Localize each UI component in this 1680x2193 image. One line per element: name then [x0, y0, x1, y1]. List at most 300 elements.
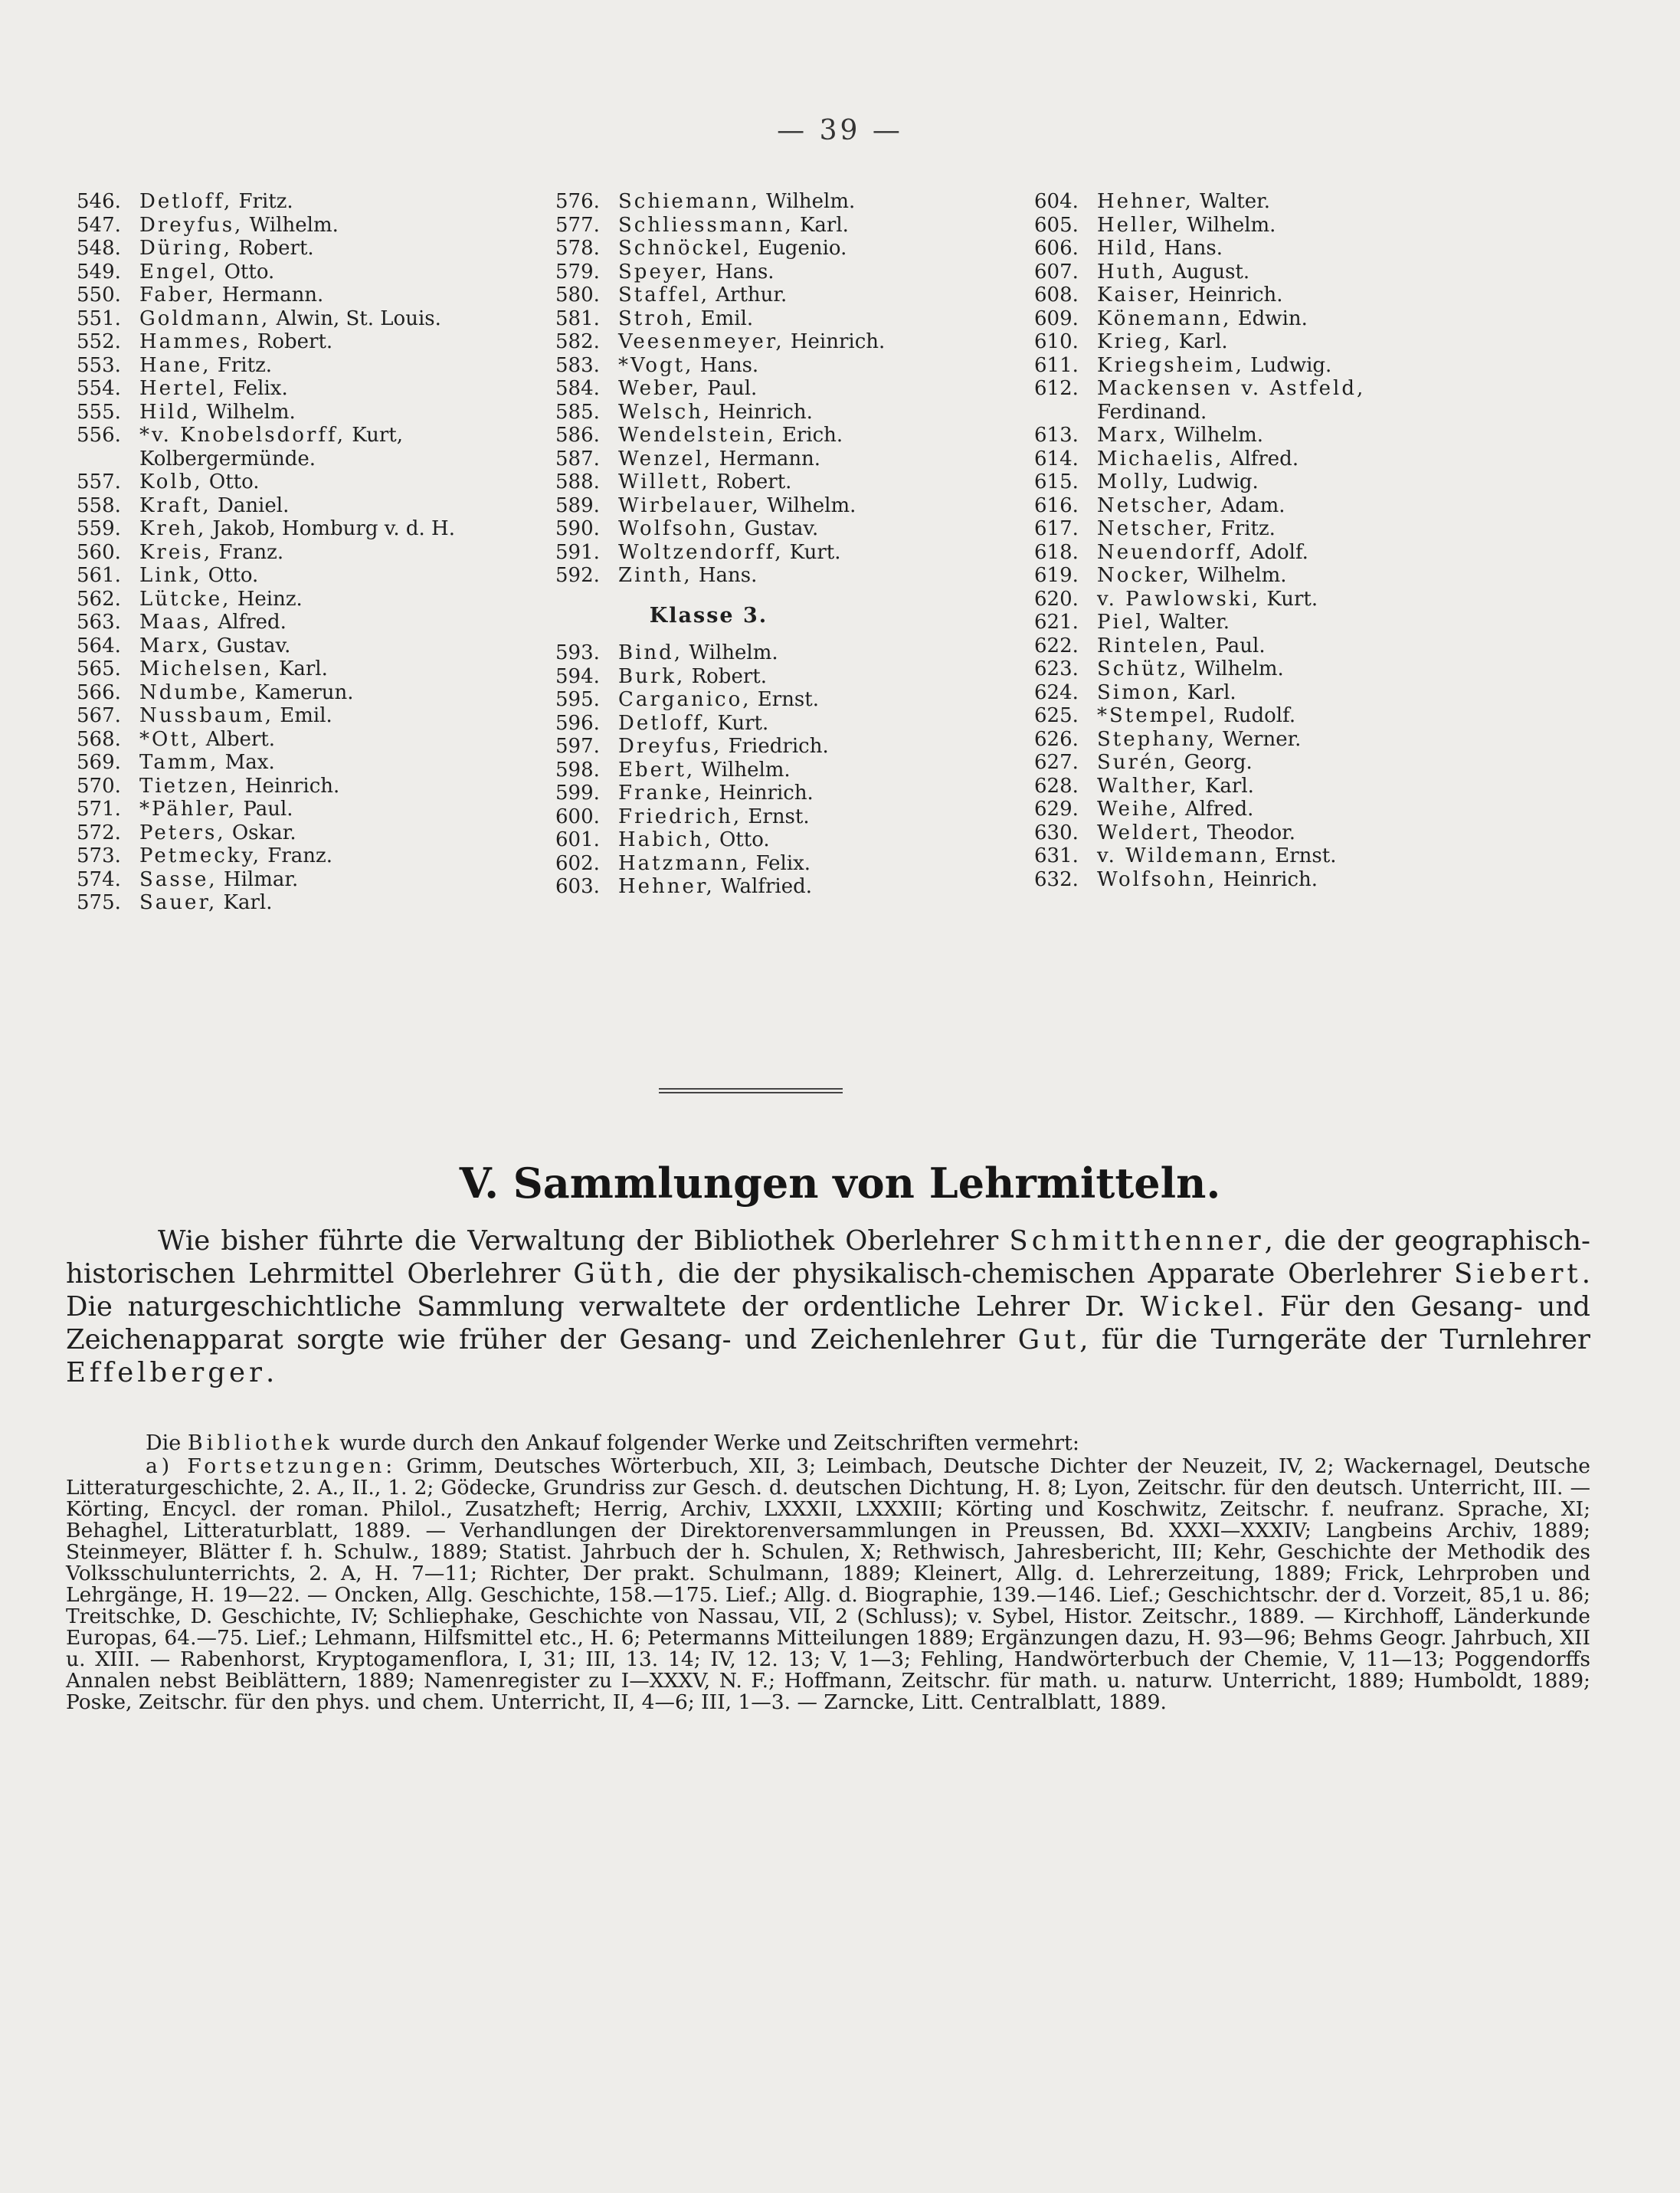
- list-item: [77, 237, 521, 261]
- person-name: Gut: [1017, 1324, 1080, 1355]
- entry-rest: Fritz.: [232, 190, 293, 213]
- list-item: [555, 665, 984, 689]
- entry-number: 601.: [555, 828, 600, 851]
- entry-rest: Fritz.: [211, 353, 273, 377]
- list-item: [1034, 214, 1463, 238]
- entry-number: 587.: [555, 447, 600, 470]
- entry-rest: Karl.: [1172, 330, 1228, 353]
- entry-number: 595.: [555, 688, 600, 711]
- list-item: [555, 470, 984, 494]
- para-text: Wie bisher führte die Verwaltung der Bibliothek Oberlehrer: [158, 1225, 1010, 1257]
- list-item: [555, 401, 984, 425]
- entry-rest: Wilhelm.: [1180, 213, 1276, 237]
- entry-rest: Hermann.: [215, 284, 324, 306]
- list-item: [555, 735, 984, 759]
- list-item: [555, 517, 984, 541]
- list-item: [77, 634, 521, 658]
- entry-number: 602.: [555, 851, 600, 875]
- entry-surname: Lütcke,: [139, 587, 231, 611]
- list-item: [555, 424, 984, 447]
- entry-surname: Sasse,: [139, 867, 218, 891]
- para-text: , die der geographisch-historischen Lehrmittel Oberlehrer: [66, 1225, 1591, 1290]
- list-item: [555, 852, 984, 876]
- list-item: [1034, 261, 1463, 284]
- entry-surname: Weber,: [618, 377, 701, 400]
- entry-rest: Otto.: [202, 470, 260, 493]
- entry-rest: Alfred.: [1178, 798, 1254, 821]
- entry-surname: Hammes,: [139, 330, 251, 353]
- list-item: [77, 284, 521, 307]
- list-item: [555, 782, 984, 805]
- entry-rest: Wilhelm.: [200, 400, 296, 424]
- entry-number: 596.: [555, 711, 600, 735]
- entry-surname: Faber,: [139, 284, 216, 306]
- list-item: [1034, 377, 1463, 401]
- entry-number: 576.: [555, 190, 600, 213]
- entry-surname: Hehner,: [618, 875, 715, 898]
- entry-surname: Schnöckel,: [618, 237, 752, 260]
- entry-surname: Goldmann,: [139, 306, 270, 330]
- list-item-continuation: [77, 447, 521, 471]
- list-item: [1034, 354, 1463, 378]
- list-item: [1034, 307, 1463, 331]
- list-item: [77, 377, 521, 401]
- entry-surname: Dreyfus,: [618, 735, 722, 758]
- entry-number: 564.: [77, 634, 121, 657]
- person-name: Siebert: [1454, 1258, 1582, 1290]
- person-name: Effelberger: [66, 1357, 266, 1388]
- entry-surname: Wolfsohn,: [1097, 867, 1217, 891]
- entry-rest: Kolbergermünde.: [139, 447, 316, 470]
- entry-surname: Netscher,: [1097, 493, 1215, 517]
- entry-rest: Hans.: [1158, 237, 1223, 260]
- entry-number: 631.: [1034, 844, 1079, 867]
- entry-rest: Paul.: [1209, 634, 1266, 657]
- entry-number: 561.: [77, 564, 121, 587]
- entry-surname: Heller,: [1097, 213, 1181, 237]
- list-item: [1034, 330, 1463, 354]
- entry-surname: Düring,: [139, 237, 232, 260]
- entry-rest: Friedrich.: [722, 735, 829, 758]
- entry-number: 589.: [555, 493, 600, 517]
- entry-rest: Heinrich.: [712, 782, 814, 805]
- entry-rest: Ludwig.: [1243, 353, 1332, 377]
- entry-rest: Wilhelm.: [759, 190, 856, 213]
- list-item: [1034, 447, 1463, 471]
- entry-rest: Arthur.: [709, 284, 788, 306]
- entry-surname: Michaelis,: [1097, 447, 1224, 470]
- list-item: [1034, 821, 1463, 845]
- entry-surname: Wirbelauer,: [618, 493, 761, 517]
- entry-surname: Mackensen v. Astfeld,: [1097, 377, 1366, 400]
- entry-number: 605.: [1034, 213, 1079, 237]
- entry-rest: Kurt.: [711, 711, 769, 735]
- list-item: [555, 330, 984, 354]
- list-item: [1034, 611, 1463, 634]
- entry-surname: Bind,: [618, 641, 683, 664]
- entry-number: 603.: [555, 875, 600, 898]
- list-item: [1034, 470, 1463, 494]
- entry-rest: Alfred.: [1223, 447, 1299, 470]
- list-item: [1034, 564, 1463, 588]
- list-item: [77, 657, 521, 681]
- list-item: [77, 330, 521, 354]
- entry-rest: Wilhelm.: [760, 493, 856, 517]
- list-item: [555, 712, 984, 736]
- entry-surname: Huth,: [1097, 260, 1166, 284]
- entry-rest: Robert.: [709, 470, 792, 493]
- list-item: [77, 844, 521, 868]
- list-item: [555, 377, 984, 401]
- entry-rest: Gustav.: [210, 634, 291, 657]
- entry-number: 628.: [1034, 774, 1079, 798]
- entry-rest: Ferdinand.: [1097, 400, 1207, 424]
- entry-number: 560.: [77, 540, 121, 564]
- entry-number: 627.: [1034, 751, 1079, 774]
- entry-surname: Wenzel,: [618, 447, 713, 470]
- entry-number: 585.: [555, 400, 600, 424]
- class-heading: Klasse 3.: [649, 603, 768, 628]
- entry-rest: Daniel.: [211, 493, 290, 517]
- entry-number: 625.: [1034, 704, 1079, 727]
- entry-number: 546.: [77, 190, 121, 213]
- entry-rest: Heinz.: [231, 587, 303, 611]
- entry-surname: Wolfsohn,: [618, 517, 738, 540]
- entry-number: 623.: [1034, 657, 1079, 680]
- list-item: [555, 307, 984, 331]
- list-item: [77, 775, 521, 798]
- entry-rest: Franz.: [212, 540, 284, 564]
- list-item: [77, 751, 521, 775]
- entry-surname: Walther,: [1097, 774, 1199, 798]
- person-name: Schmitthenner: [1009, 1225, 1265, 1257]
- entry-number: 609.: [1034, 306, 1079, 330]
- list-item: [555, 447, 984, 471]
- list-item: [1034, 424, 1463, 447]
- entry-surname: Schliessmann,: [618, 213, 794, 237]
- entry-number: 573.: [77, 844, 121, 867]
- library-word: Bibliothek: [187, 1431, 333, 1455]
- entry-number: 590.: [555, 517, 600, 540]
- entry-surname: Ndumbe,: [139, 680, 249, 704]
- entry-rest: Hans.: [692, 564, 758, 587]
- entry-rest: Otto.: [201, 564, 259, 587]
- entry-surname: Rintelen,: [1097, 634, 1210, 657]
- entry-number: 617.: [1034, 517, 1079, 540]
- list-item: [555, 875, 984, 899]
- entry-number: 579.: [555, 260, 600, 284]
- entry-number: 616.: [1034, 493, 1079, 517]
- entry-rest: Eugenio.: [751, 237, 847, 260]
- continuations-label: a) Fortsetzungen:: [146, 1454, 397, 1478]
- entry-number: 582.: [555, 330, 600, 353]
- entry-number: 600.: [555, 805, 600, 828]
- entry-surname: Habich,: [618, 828, 713, 851]
- entry-number: 553.: [77, 353, 121, 377]
- entry-rest: Emil.: [273, 704, 332, 727]
- entry-number: 575.: [77, 891, 121, 914]
- entry-rest: Robert.: [685, 664, 767, 688]
- entry-surname: *Pähler,: [139, 798, 237, 821]
- entry-number: 551.: [77, 306, 121, 330]
- entry-rest: Hans.: [693, 353, 759, 377]
- entry-rest: Ernst.: [1268, 844, 1337, 867]
- entry-rest: Gustav.: [738, 517, 819, 540]
- entry-rest: Wilhelm.: [1167, 424, 1264, 447]
- entry-surname: Surén,: [1097, 751, 1178, 774]
- entry-number: 606.: [1034, 237, 1079, 260]
- entry-rest: Hans.: [709, 260, 775, 284]
- entry-number: 571.: [77, 798, 121, 821]
- list-item: [77, 728, 521, 752]
- list-item: [1034, 494, 1463, 518]
- list-item: [77, 541, 521, 565]
- entry-rest: Ernst.: [751, 688, 819, 711]
- entry-rest: Heinrich.: [784, 330, 886, 353]
- entry-surname: Schütz,: [1097, 657, 1189, 680]
- entry-rest: Rudolf.: [1217, 704, 1296, 727]
- entry-rest: Paul.: [700, 377, 758, 400]
- list-item: [77, 611, 521, 634]
- entry-rest: Karl.: [1198, 774, 1254, 798]
- list-item: [77, 424, 521, 447]
- list-item: [77, 588, 521, 611]
- list-item: [1034, 681, 1463, 705]
- entry-number: 563.: [77, 611, 121, 634]
- entry-surname: Kolb,: [139, 470, 203, 493]
- list-item: [555, 541, 984, 565]
- entry-rest: Ernst.: [742, 805, 810, 828]
- entry-number: 570.: [77, 774, 121, 798]
- entry-number: 629.: [1034, 798, 1079, 821]
- entry-surname: Piel,: [1097, 611, 1153, 634]
- list-item: [1034, 704, 1463, 728]
- student-list-column-3: [1034, 190, 1463, 891]
- entry-surname: Burk,: [618, 664, 686, 688]
- entry-number: 557.: [77, 470, 121, 493]
- entry-rest: Fritz.: [1214, 517, 1276, 540]
- entry-surname: Simon,: [1097, 680, 1181, 704]
- list-item: [1034, 284, 1463, 307]
- entry-rest: Wilhelm.: [1190, 564, 1287, 587]
- list-item: [555, 190, 984, 214]
- library-intro: [146, 1431, 1586, 1456]
- entry-surname: Friedrich,: [618, 805, 742, 828]
- entry-surname: Hertel,: [139, 377, 227, 400]
- list-item: [77, 214, 521, 238]
- entry-surname: Netscher,: [1097, 517, 1215, 540]
- entry-surname: Tamm,: [139, 751, 219, 774]
- entry-number: 586.: [555, 424, 600, 447]
- entry-number: 622.: [1034, 634, 1079, 657]
- entry-number: 574.: [77, 867, 121, 891]
- intro-text: wurde durch den Ankauf folgender Werke und Zeitschriften vermehrt:: [332, 1431, 1079, 1455]
- list-item: [1034, 541, 1463, 565]
- entry-number: 558.: [77, 493, 121, 517]
- entry-rest: Karl.: [793, 213, 849, 237]
- entry-number: 612.: [1034, 377, 1079, 400]
- entry-number: 547.: [77, 213, 121, 237]
- list-item: [555, 214, 984, 238]
- list-item: [77, 564, 521, 588]
- entry-surname: Weldert,: [1097, 821, 1201, 844]
- entry-number: 599.: [555, 782, 600, 805]
- entry-number: 554.: [77, 377, 121, 400]
- page-number: — 39 —: [777, 115, 903, 146]
- entry-surname: Schiemann,: [618, 190, 760, 213]
- entry-number: 566.: [77, 680, 121, 704]
- list-item: [1034, 657, 1463, 681]
- entry-rest: Emil.: [694, 306, 754, 330]
- list-item: [1034, 751, 1463, 775]
- entry-number: 577.: [555, 213, 600, 237]
- entry-number: 581.: [555, 306, 600, 330]
- student-list-column-2: [555, 190, 984, 899]
- entry-rest: Wilhelm.: [1188, 657, 1284, 680]
- list-item: [77, 307, 521, 331]
- collections-paragraph: [66, 1224, 1590, 1389]
- entry-rest: Wilhelm.: [683, 641, 778, 664]
- list-item: [555, 641, 984, 665]
- entry-surname: Dreyfus,: [139, 213, 244, 237]
- entry-surname: *Stempel,: [1097, 704, 1217, 727]
- entry-surname: *v. Knobelsdorff,: [139, 424, 345, 447]
- entry-rest: Edwin.: [1231, 306, 1308, 330]
- entry-number: 550.: [77, 284, 121, 306]
- entry-number: 594.: [555, 664, 600, 688]
- entry-rest: Kurt.: [1260, 587, 1318, 611]
- entry-surname: Hatzmann,: [618, 851, 750, 875]
- entry-number: 552.: [77, 330, 121, 353]
- entry-rest: Oskar.: [225, 821, 296, 844]
- list-item: [1034, 634, 1463, 658]
- entry-rest: Robert.: [251, 330, 333, 353]
- entry-surname: Nocker,: [1097, 564, 1191, 587]
- entry-surname: Veesenmeyer,: [618, 330, 784, 353]
- entry-number: 620.: [1034, 587, 1079, 611]
- list-item: [555, 759, 984, 782]
- list-item: [77, 494, 521, 518]
- list-item: [77, 354, 521, 378]
- entry-surname: Könemann,: [1097, 306, 1232, 330]
- entry-number: 567.: [77, 704, 121, 727]
- entry-number: 548.: [77, 237, 121, 260]
- entry-surname: Detloff,: [618, 711, 712, 735]
- list-item: [1034, 190, 1463, 214]
- section-title: V. Sammlungen von Lehrmitteln.: [459, 1159, 1221, 1208]
- entry-rest: Heinrich.: [1217, 867, 1318, 891]
- entry-rest: Kamerun.: [248, 680, 354, 704]
- entry-rest: Werner.: [1216, 727, 1302, 751]
- entry-surname: Krieg,: [1097, 330, 1173, 353]
- person-name: Güth: [573, 1258, 657, 1290]
- para-text: .: [265, 1357, 275, 1388]
- entry-surname: Petmecky,: [139, 844, 262, 867]
- entry-surname: v. Wildemann,: [1097, 844, 1269, 867]
- list-item: [555, 284, 984, 307]
- list-item: [1034, 844, 1463, 868]
- entry-number: 578.: [555, 237, 600, 260]
- continuations-paragraph: [66, 1456, 1590, 1713]
- entry-surname: Franke,: [618, 782, 713, 805]
- entry-surname: Hild,: [1097, 237, 1158, 260]
- list-item: [1034, 868, 1463, 892]
- entry-surname: *Ott,: [139, 727, 200, 751]
- section-divider-rule: [659, 1092, 843, 1093]
- entry-surname: Marx,: [139, 634, 211, 657]
- student-list-column-1: [77, 190, 521, 915]
- list-item: [555, 494, 984, 518]
- entry-number: 588.: [555, 470, 600, 493]
- entry-rest: Felix.: [226, 377, 288, 400]
- list-item: [555, 261, 984, 284]
- entry-number: 593.: [555, 641, 600, 664]
- list-item: [77, 891, 521, 915]
- entry-number: 632.: [1034, 867, 1079, 891]
- entry-surname: Speyer,: [618, 260, 709, 284]
- entry-surname: Wendelstein,: [618, 424, 776, 447]
- para-text: , für die Turngeräte der Turnlehrer: [1079, 1324, 1590, 1355]
- entry-surname: Link,: [139, 564, 202, 587]
- entry-rest: Karl.: [217, 891, 273, 914]
- entry-surname: Stephany,: [1097, 727, 1217, 751]
- entry-surname: Tietzen,: [139, 774, 239, 798]
- entry-rest: Walter.: [1193, 190, 1270, 213]
- entry-rest: Felix.: [749, 851, 811, 875]
- entry-surname: *Vogt,: [618, 353, 694, 377]
- list-item: [77, 821, 521, 845]
- entry-surname: Hild,: [139, 400, 201, 424]
- entry-number: 592.: [555, 564, 600, 587]
- entry-surname: Willett,: [618, 470, 710, 493]
- entry-rest: Wilhelm.: [695, 758, 791, 782]
- list-item: [77, 681, 521, 705]
- entry-rest: Karl.: [272, 657, 328, 680]
- continuations-text: Grimm, Deutsches Wörterbuch, XII, 3; Leimbach, Deutsche Dichter der Neuzeit, IV, 2; Wackernagel, Deutsche Litteraturgeschichte, 2. A., II., 1. 2; Gödecke, Grundriss zur Gesch. d. deutschen Dichtung, H. 8; Lyon, Zeitschr. für den deutsch. Unterricht, III. — Körting, Encycl. der roman. Philol., Zusatzheft; Herrig, Archiv, LXXXII, LXXXIII; Körting und Koschwitz, Zeitschr. f. neufranz. Sprache, XI; Behaghel, Litteraturblatt, 1889. — Verhandlungen der Direktorenversammlungen in Preussen, Bd. XXXI—XXXIV; Langbeins Archiv, 1889; Steinmeyer, Blätter f. h. Schulw., 1889; Statist. Jahrbuch der h. Schulen, X; Rethwisch, Jahresbericht, III; Kehr, Geschichte der Methodik des Volksschulunterrichts, 2. A, H. 7—11; Richter, Der prakt. Schulmann, 1889; Kleinert, Allg. d. Lehrerzeitung, 1889; Frick, Lehrproben und Lehrgänge, H. 19—22. — Oncken, Allg. Geschichte, 158.—175. Lief.; Allg. d. Biographie, 139.—146. Lief.; Geschichtschr. der d. Vorzeit, 85,1 u. 86; Treitschke, D. Geschichte, IV; Schliephake, Geschichte von Nassau, VII, 2 (Schluss); v. Sybel, Histor. Zeitschr., 1889. — Kirchhoff, Länderkunde Europas, 64.—75. Lief.; Lehmann, Hilfsmittel etc., H. 6; Petermanns Mitteilungen 1889; Ergänzungen dazu, H. 93—96; Behms Geogr. Jahrbuch, XII u. XIII. — Rabenhorst, Kryptogamenflora, I, 31; III, 13. 14; IV, 12. 13; V, 1—3; Fehling, Handwörterbuch der Chemie, V, 11—13; Poggendorffs Annalen nebst Beiblättern, 1889; Namenregister zu I—XXXV, N. F.; Hoffmann, Zeitschr. für math. u. naturw. Unterricht, 1889; Humboldt, 1889; Poske, Zeitschr. für den phys. und chem. Unterricht, II, 4—6; III, 1—3. — Zarncke, Litt. Centralblatt, 1889.: [66, 1454, 1590, 1714]
- para-text: . Die naturgeschichtliche Sammlung verwaltete der ordentliche Lehrer Dr.: [66, 1258, 1590, 1323]
- entry-surname: Kraft,: [139, 493, 211, 517]
- entry-surname: Zinth,: [618, 564, 693, 587]
- entry-surname: Michelsen,: [139, 657, 273, 680]
- list-item: [555, 828, 984, 852]
- entry-surname: Hane,: [139, 353, 211, 377]
- list-item: [1034, 728, 1463, 752]
- entry-surname: Sauer,: [139, 891, 218, 914]
- list-item: [555, 688, 984, 712]
- entry-rest: Max.: [218, 751, 275, 774]
- entry-number: 613.: [1034, 424, 1079, 447]
- list-item: [77, 704, 521, 728]
- entry-surname: Stroh,: [618, 306, 695, 330]
- entry-surname: Weihe,: [1097, 798, 1179, 821]
- entry-number: 580.: [555, 284, 600, 306]
- entry-surname: Neuendorff,: [1097, 540, 1244, 564]
- entry-number: 591.: [555, 540, 600, 564]
- list-item: [555, 237, 984, 261]
- entry-rest: Theodor.: [1200, 821, 1296, 844]
- entry-surname: Marx,: [1097, 424, 1168, 447]
- list-item-continuation: [1034, 401, 1463, 425]
- list-item: [1034, 588, 1463, 611]
- entry-rest: Paul.: [237, 798, 293, 821]
- intro-prefix: Die: [146, 1431, 188, 1455]
- entry-number: 621.: [1034, 611, 1079, 634]
- entry-surname: Kriegsheim,: [1097, 353, 1244, 377]
- entry-rest: Hermann.: [712, 447, 821, 470]
- person-name: Wickel: [1140, 1291, 1256, 1323]
- list-item: [77, 401, 521, 425]
- entry-rest: Franz.: [261, 844, 332, 867]
